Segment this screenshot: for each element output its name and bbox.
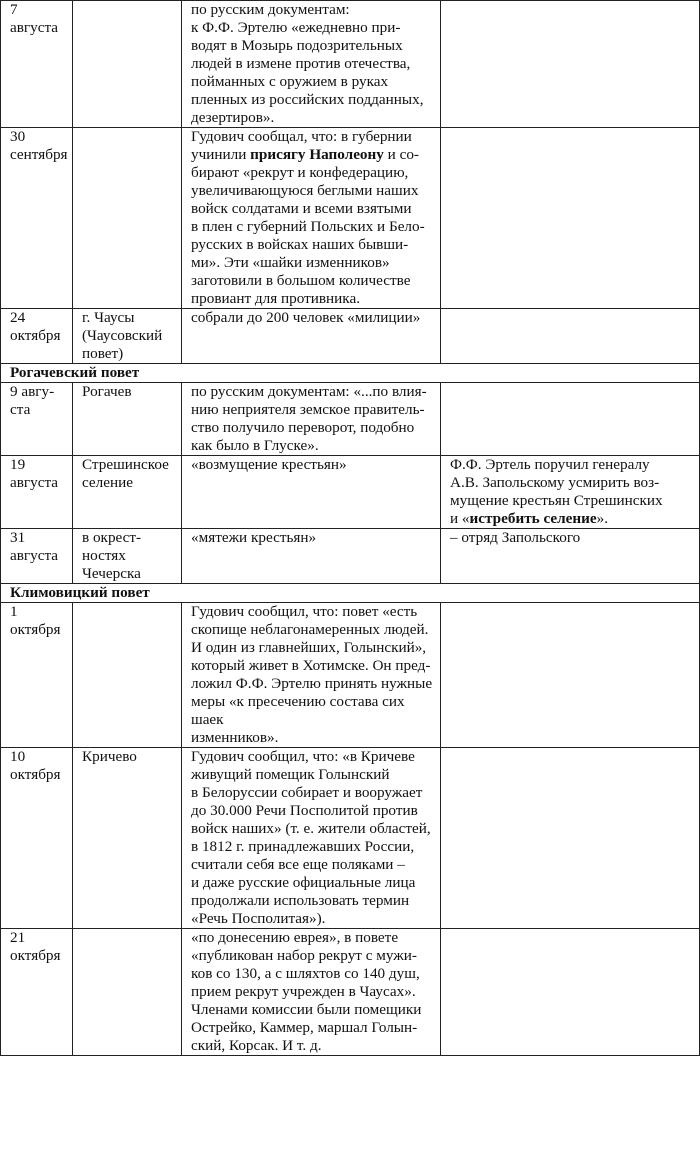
text-segment: ». — [596, 510, 609, 527]
note-cell-text — [450, 529, 696, 547]
section-header-row — [1, 584, 700, 603]
event-cell-text — [191, 383, 438, 455]
place-cell — [73, 383, 182, 456]
date-cell — [1, 383, 73, 456]
table-row — [1, 383, 700, 456]
note-cell-text — [450, 456, 696, 528]
event-cell-text — [191, 529, 438, 547]
event-cell — [182, 929, 441, 1056]
date-cell — [1, 128, 73, 309]
note-cell — [441, 383, 700, 456]
text-segment: – отряд Запольского — [450, 529, 581, 546]
date-cell — [1, 1, 73, 128]
text-segment: «по донесению еврея», в повете «публикован набор рекрут с мужи- ков со 130, а с шляхтов со 140 душ, прием рекрут учрежден в Чаусах». Членами комиссии были помещики Острейко, Каммер, маршал Голын- ский, Корсак. И т. д. — [191, 929, 422, 1054]
place-cell — [73, 456, 182, 529]
event-cell — [182, 603, 441, 748]
note-cell — [441, 603, 700, 748]
place-cell-text: в окрест- ностях Чечерска — [82, 529, 142, 582]
text-segment: «возмущение крестьян» — [191, 456, 347, 473]
text-segment: «мятежи крестьян» — [191, 529, 317, 546]
date-cell — [1, 929, 73, 1056]
table-row — [1, 748, 700, 929]
place-cell — [73, 748, 182, 929]
emphasis-text: истребить селение — [469, 510, 597, 527]
section-title: Рогачевский повет — [1, 364, 700, 383]
note-cell — [441, 1, 700, 128]
place-cell-text: Кричево — [82, 748, 137, 765]
table-row — [1, 529, 700, 584]
event-cell-text — [191, 603, 438, 747]
place-cell — [73, 128, 182, 309]
event-cell — [182, 456, 441, 529]
place-cell-text: г. Чаусы (Чаусовский повет) — [82, 309, 163, 362]
event-cell — [182, 1, 441, 128]
event-cell-text — [191, 1, 438, 127]
table-body — [1, 1, 700, 1056]
date-cell — [1, 748, 73, 929]
event-cell-text — [191, 128, 438, 308]
date-cell — [1, 603, 73, 748]
text-segment: по русским документам: к Ф.Ф. Эртелю «ежедневно при- водят в Мозырь подозрительных людей в измене против отечества, пойманных с оружием в руках пленных из российских подданных, дезертиров». — [191, 1, 424, 126]
note-cell — [441, 456, 700, 529]
text-segment: Гудович сообщал, что: в губернии учинили — [191, 128, 412, 163]
date-cell-text: 21 октября — [10, 929, 61, 964]
table-row — [1, 128, 700, 309]
table-row — [1, 1, 700, 128]
emphasis-text: присягу Наполеону — [250, 146, 384, 163]
date-cell — [1, 456, 73, 529]
text-segment: собрали до 200 человек «милиции» — [191, 309, 421, 326]
text-segment: и со- бирают «рекрут и конфедерацию, увеличивающуюся беглыми наших войск солдатами и всеми взятыми в плен с губерний Польских и Бело- русских в войсках наших бывши- ми». Эти «шайки изменников» заготовили в большом количестве провиант для противника. — [191, 146, 425, 307]
note-cell — [441, 529, 700, 584]
note-cell — [441, 128, 700, 309]
date-cell-text: 9 авгу- ста — [10, 383, 55, 418]
table-row — [1, 929, 700, 1056]
note-cell — [441, 309, 700, 364]
event-cell-text — [191, 748, 438, 928]
note-cell — [441, 748, 700, 929]
table-row — [1, 603, 700, 748]
place-cell-text: Рогачев — [82, 383, 132, 400]
event-cell — [182, 748, 441, 929]
event-cell — [182, 309, 441, 364]
event-cell — [182, 529, 441, 584]
event-cell — [182, 128, 441, 309]
date-cell — [1, 529, 73, 584]
event-cell — [182, 383, 441, 456]
section-header-row — [1, 364, 700, 383]
text-segment: Гудович сообщил, что: «в Кричеве живущий помещик Голынский в Белоруссии собирает и вооружает до 30.000 Речи Посполитой против войск наших» (т. е. жители областей, в 1812 г. принадлежавших России, считали себя все еще поляками – и даже русские официальные лица продолжали использовать термин «Речь Посполитая»). — [191, 748, 431, 927]
place-cell — [73, 529, 182, 584]
section-title: Климовицкий повет — [1, 584, 700, 603]
date-cell — [1, 309, 73, 364]
note-cell — [441, 929, 700, 1056]
date-cell-text: 10 октября — [10, 748, 61, 783]
table-row — [1, 309, 700, 364]
date-cell-text: 24 октября — [10, 309, 61, 344]
date-cell-text: 19 августа — [10, 456, 59, 491]
date-cell-text: 7 августа — [10, 1, 59, 36]
table-row — [1, 456, 700, 529]
event-cell-text — [191, 309, 438, 327]
place-cell — [73, 603, 182, 748]
event-cell-text — [191, 456, 438, 474]
place-cell-text: Стрешинское селение — [82, 456, 169, 491]
text-segment: по русским документам: «...по влия- нию неприятеля земское правитель- ство получило переворот, подобно как было в Глуске». — [191, 383, 427, 454]
place-cell — [73, 1, 182, 128]
text-segment: Гудович сообщил, что: повет «есть скопище неблагонамеренных людей. И один из главнейших, Голынский», который живет в Хотимске. Он пред- ложил Ф.Ф. Эртелю принять нужные меры «к пресечению состава сих шаек изменников». — [191, 603, 433, 746]
date-cell-text: 1 октября — [10, 603, 61, 638]
event-cell-text — [191, 929, 438, 1055]
date-cell-text: 30 сентября — [10, 128, 68, 163]
place-cell — [73, 929, 182, 1056]
text-segment: Ф.Ф. Эртель поручил генералу А.В. Запольскому усмирить воз- мущение крестьян Стрешинских и « — [450, 456, 663, 527]
date-cell-text: 31 августа — [10, 529, 59, 564]
place-cell — [73, 309, 182, 364]
